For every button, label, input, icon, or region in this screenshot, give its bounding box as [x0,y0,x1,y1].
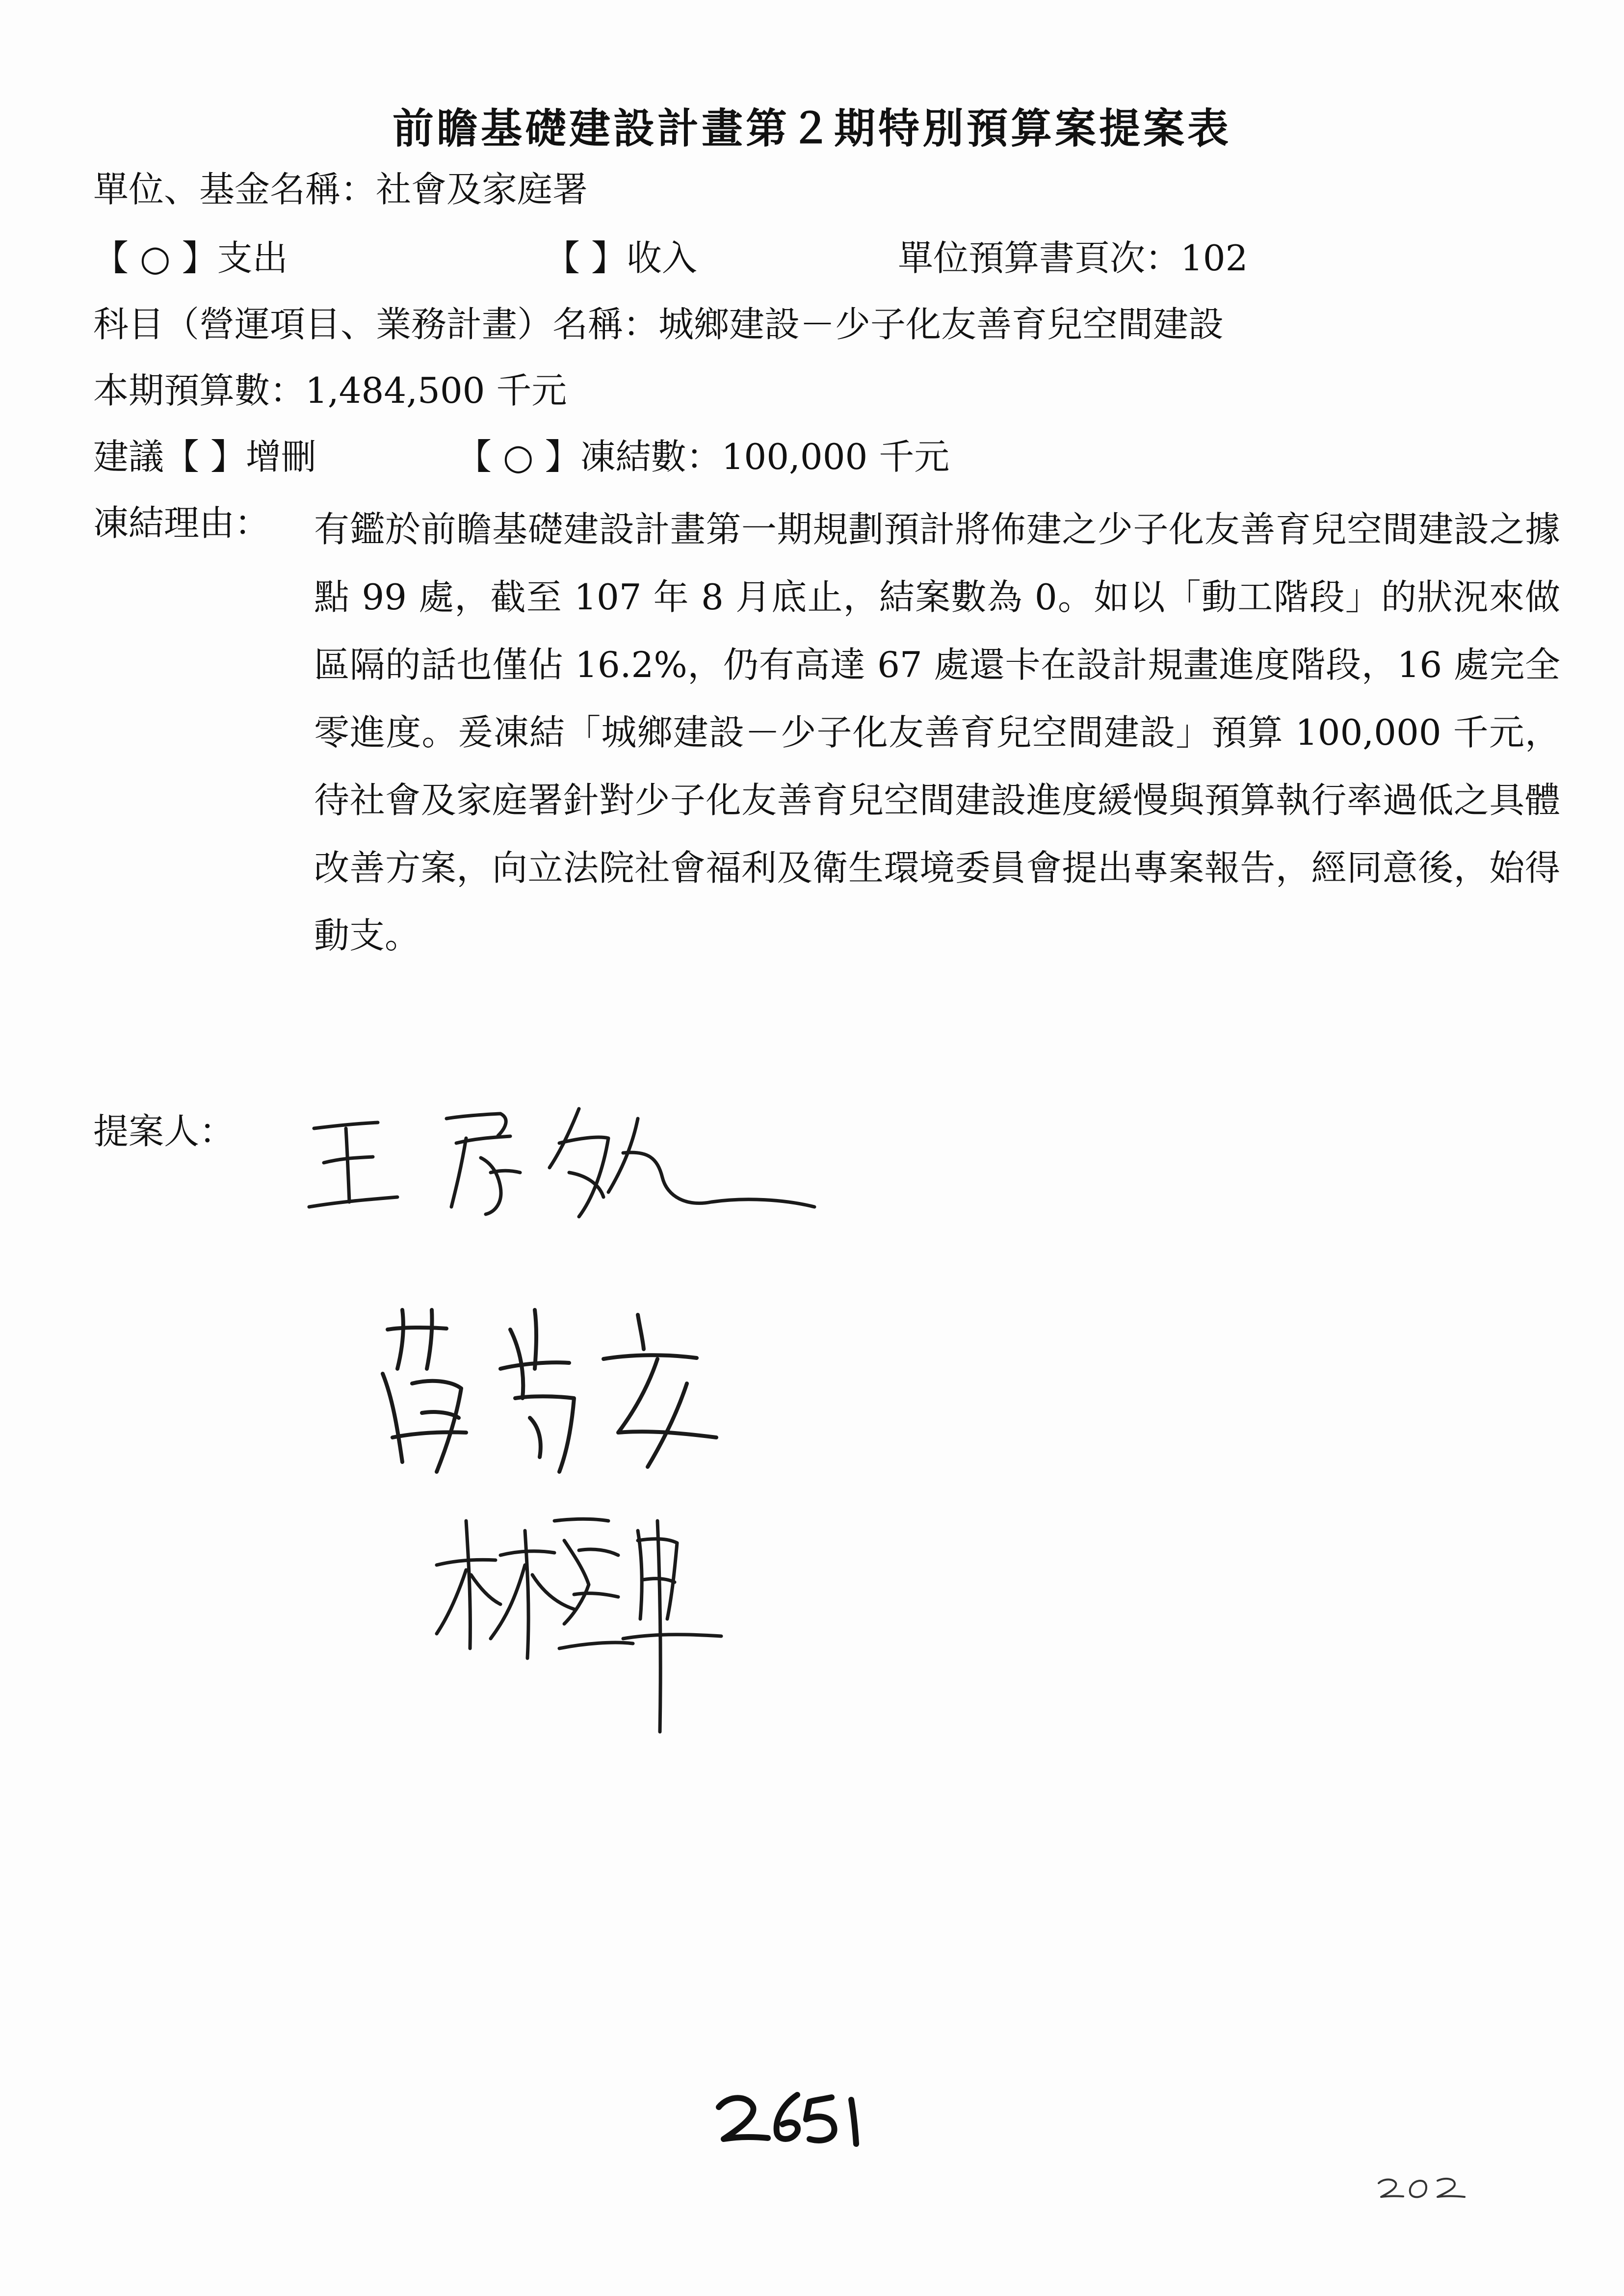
freeze-reason-label: 凍結理由： [93,502,270,544]
signature-2 [373,1300,746,1487]
freeze-checkbox: 【 ○ 】凍結數：100,000 千元 [456,436,950,477]
budget-page-number: 單位預算書頁次：102 [898,237,1248,279]
handwritten-page-number [714,2085,871,2149]
freeze-reason-text: 有鑑於前瞻基礎建設計畫第一期規劃預計將佈建之少子化友善育兒空間建設之據點 99 處，截至 107 年 8 月底止，結案數為 0。如以「動工階段」的狀況來做區隔的話也僅佔 16.2%，仍有高達 67 處還卡在設計規畫進度階段，16 處完全零進度。爰凍結「城鄉建設－少子化友善育兒空間建設」預算 100,000 千元，待社會及家庭署針對少子化友善育兒空間建設進度緩慢與預算執行率過低之具體改善方案，向立法院社會福利及衛生環境委員會提出專案報告，經同意後，始得動支。 [314,509,1560,956]
proposer-label: 提案人： [93,1111,235,1152]
expense-checkbox: 【 ○ 】支出 [93,237,288,279]
document-title: 前瞻基礎建設計畫第２期特別預算案提案表 [392,104,1231,153]
subject-line: 科目（營運項目、業務計畫）名稱：城鄉建設－少子化友善育兒空間建設 [93,304,1224,345]
signature-3 [427,1501,741,1747]
small-page-number [1374,2164,1472,2203]
income-checkbox: 【 】收入 [545,237,697,279]
signature-1 [304,1089,824,1251]
budget-amount-line: 本期預算數：1,484,500 千元 [93,370,567,411]
unit-line: 單位、基金名稱：社會及家庭署 [93,169,588,210]
add-delete-checkbox: 建議【 】增刪 [93,436,316,477]
